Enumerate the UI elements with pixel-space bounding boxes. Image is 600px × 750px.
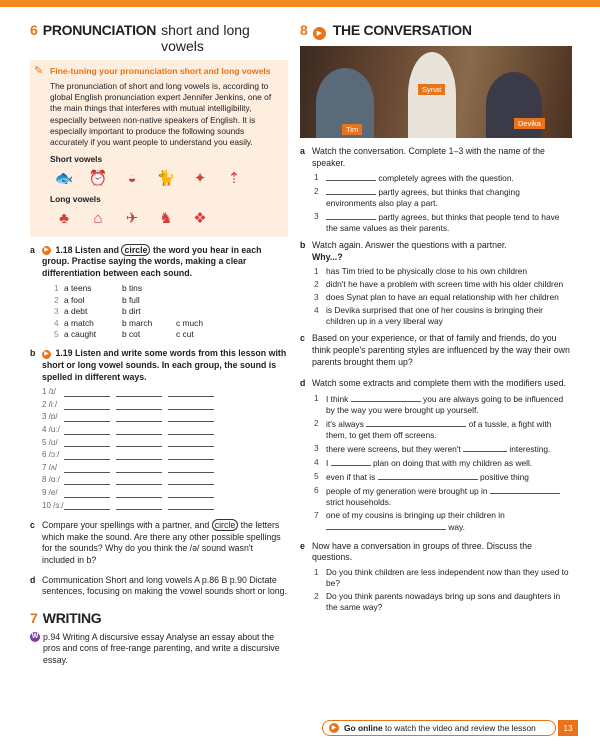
name-tag: Synat xyxy=(418,84,445,95)
person-synat xyxy=(408,52,456,138)
word-row: 1 a teens b tins xyxy=(54,283,143,294)
exercise-6b xyxy=(30,348,288,383)
instruction: Watch again. Answer the questions with a partner. xyxy=(312,240,507,251)
instruction-pre: Compare your spellings with a partner, and xyxy=(42,520,210,531)
list-item: 3 does Synat plan to have an equal relationship with her children xyxy=(314,292,559,303)
exercise-6c xyxy=(30,520,288,566)
answer-blank[interactable] xyxy=(366,418,466,427)
blank-row[interactable]: 9 /e/ xyxy=(42,487,288,500)
word-row: 3 a debt b dirt xyxy=(54,306,141,317)
list-item: 3 partly agrees, but thinks that people tend to have the same values as their parents. xyxy=(314,211,560,234)
list-item: 2 it's always of a tussle, a fight with them, to get them off screens. xyxy=(314,417,552,440)
circle-word: circle xyxy=(212,519,239,531)
name-tag: Tim xyxy=(342,124,362,135)
list-item: 7 one of my cousins is bringing up their children in way. xyxy=(314,509,505,532)
car-icon: ✈ xyxy=(125,210,139,228)
answer-blank[interactable] xyxy=(326,172,376,181)
exercise-6a xyxy=(30,245,288,341)
bird-icon: ❖ xyxy=(193,210,207,228)
instruction: Based on your experience, or that of family and friends, do you think people's parenting styles are influenced by the way their own parents brought them up? xyxy=(312,333,570,367)
list-item: 5 even if that is positive thing xyxy=(314,470,529,482)
writing-icon: W xyxy=(31,632,39,640)
section-number: 6 xyxy=(30,22,38,38)
answer-blank[interactable] xyxy=(378,471,478,480)
audio-track: 1.18 xyxy=(55,244,73,255)
list-item: 1 I think you are always going to be influenced by the way you were brought up yourself. xyxy=(314,392,564,415)
clock-icon: ⏰ xyxy=(88,169,108,187)
blank-row[interactable]: 4 /uː/ xyxy=(42,424,288,437)
exercise-8d xyxy=(300,378,572,390)
long-vowels-label: Long vowels xyxy=(50,194,101,205)
exercise-6d xyxy=(30,575,288,598)
top-accent-bar xyxy=(0,0,600,7)
tip-body: The pronunciation of short and long vowels is, according to global English pronunciation expert Jennifer Jenkins, one of the main things that interferes with mutual intelligibility, especially between non-native speakers of English. It is especially important to produce the following sounds accurately if you want people to understand you easily. xyxy=(50,81,272,148)
exercise-8b xyxy=(300,240,572,263)
audio-icon[interactable]: ▶ xyxy=(42,246,51,255)
boot-icon: ⌂ xyxy=(93,210,103,228)
arrow-icon: ⇡ xyxy=(227,169,241,187)
word-row: 2 a fool b full xyxy=(54,294,140,305)
blank-lines xyxy=(42,386,288,512)
exercise-letter: c xyxy=(30,520,35,531)
answer-blank[interactable] xyxy=(331,457,371,466)
play-video-icon[interactable]: ▶ xyxy=(313,27,326,40)
horse-icon: ♞ xyxy=(159,210,173,228)
instruction-post: the letters which make the sound. Are there any other possible spellings for the sounds? Why do you think the /ə/ sound wasn't included in b? xyxy=(42,520,281,565)
exercise-letter: b xyxy=(300,240,306,251)
list-item: 2 didn't he have a problem with screen time with his older children xyxy=(314,279,564,290)
tip-title: Fine-tuning your pronunciation short and long vowels xyxy=(50,66,271,76)
short-vowel-icons xyxy=(54,168,280,188)
exercise-8c xyxy=(300,333,572,368)
answer-blank[interactable] xyxy=(326,211,376,220)
go-online-label: Go online xyxy=(344,723,383,733)
blank-row[interactable]: 10 /ɜː/ xyxy=(42,500,288,513)
exercise-letter: a xyxy=(300,146,305,156)
blank-row[interactable]: 6 /ɔː/ xyxy=(42,449,288,462)
section-7-header xyxy=(30,610,288,626)
word-row: 4 a match b march c much xyxy=(54,317,203,328)
extract-list xyxy=(314,393,572,533)
conversation-video-still[interactable] xyxy=(300,46,572,138)
blank-row[interactable]: 7 /ʌ/ xyxy=(42,462,288,475)
exercise-letter: b xyxy=(30,348,36,359)
list-item: 2 Do you think parents nowadays bring up sons and daughters in the same way? xyxy=(314,590,561,612)
instruction: Now have a conversation in groups of three. Discuss the questions. xyxy=(312,540,533,563)
instruction-post: the word you hear in each group. Practise saying the words, making a clear differentiation between each sound. xyxy=(42,244,262,278)
audio-icon[interactable]: ▶ xyxy=(42,350,51,359)
list-item: 1 Do you think children are less independent now than they used to be? xyxy=(314,566,569,588)
word-pairs xyxy=(54,283,288,340)
left-column xyxy=(30,22,288,667)
list-item: 1 has Tim tried to be physically close to his own children xyxy=(314,266,528,277)
blank-row[interactable]: 5 /ʊ/ xyxy=(42,437,288,450)
fish-icon: 🐟 xyxy=(54,169,74,187)
list-item: 4 is Devika surprised that one of her cousins is bringing their children up in a very liberal way xyxy=(314,305,543,327)
go-online-banner[interactable] xyxy=(322,720,556,736)
play-icon: ▶ xyxy=(329,723,339,733)
short-vowels-label: Short vowels xyxy=(50,154,103,165)
exercise-letter: c xyxy=(300,333,305,344)
pencil-icon: ✎ xyxy=(34,65,44,77)
answer-blank[interactable] xyxy=(490,485,560,494)
long-vowel-icons xyxy=(54,209,280,229)
answer-blank[interactable] xyxy=(326,186,376,195)
pronunciation-tip-box xyxy=(30,60,288,237)
speaker-list xyxy=(314,172,572,234)
blank-row[interactable]: 1 /ɪ/ xyxy=(42,386,288,399)
answer-blank[interactable] xyxy=(463,443,507,452)
blank-row[interactable]: 2 /iː/ xyxy=(42,399,288,412)
blank-row[interactable]: 3 /ɒ/ xyxy=(42,411,288,424)
instruction: Listen and write some words from this lesson with short or long vowel sounds. In each group, the sound is spelled in different ways. xyxy=(42,348,287,382)
cat-icon: 🐈 xyxy=(156,169,176,187)
section-subtitle: short and long vowels xyxy=(161,22,250,54)
list-item: 4 I plan on doing that with my children as well. xyxy=(314,456,533,468)
instruction: Watch the conversation. Complete 1–3 with the name of the speaker. xyxy=(312,146,545,168)
exercise-letter: a xyxy=(30,244,35,255)
exercise-8a xyxy=(300,146,572,169)
discussion-list xyxy=(314,567,572,613)
exercise-letter: d xyxy=(300,378,306,389)
page-number: 13 xyxy=(558,720,578,736)
instruction-pre: Listen and xyxy=(75,244,120,255)
exercise-letter: e xyxy=(300,540,305,551)
instruction: Watch some extracts and complete them with the modifiers used. xyxy=(312,378,566,389)
section-title: THE CONVERSATION xyxy=(332,22,472,38)
list-item: 3 there were screens, but they weren't interesting. xyxy=(314,442,551,454)
tree-icon: ♣ xyxy=(59,210,69,228)
question-list xyxy=(314,266,572,327)
word-row: 5 a caught b cot c cut xyxy=(54,329,194,340)
list-item: 2 partly agrees, but thinks that changing environments also play a part. xyxy=(314,186,520,209)
communication-text: Communication Short and long vowels A p.86 B p.90 Dictate sentences, focusing on making the vowel sounds short or long. xyxy=(42,574,287,597)
section-title: PRONUNCIATION xyxy=(42,22,157,38)
answer-blank[interactable] xyxy=(326,521,446,530)
blank-row[interactable]: 8 /ɑː/ xyxy=(42,474,288,487)
section-number: 7 xyxy=(30,609,38,626)
exercise-letter: d xyxy=(30,574,36,585)
why-label: Why...? xyxy=(312,251,343,262)
section-number: 8 xyxy=(300,22,308,38)
list-item: 6 people of my generation were brought up in strict households. xyxy=(314,485,572,508)
writing-text: p.94 Writing A discursive essay Analyse an essay about the pros and cons of free-range parenting, and write a discursive essay. xyxy=(43,631,280,665)
circle-word: circle xyxy=(121,244,150,256)
exercise-8e xyxy=(300,541,572,564)
section-8-header xyxy=(300,22,572,40)
section-6-header xyxy=(30,22,288,54)
go-online-text: to watch the video and review the lesson xyxy=(384,723,536,733)
duck-icon: ✦ xyxy=(193,169,207,187)
writing-task xyxy=(30,632,288,667)
answer-blank[interactable] xyxy=(351,393,421,402)
egg-icon: ◒ xyxy=(127,169,137,187)
audio-track: 1.19 xyxy=(55,348,73,359)
list-item: 1 completely agrees with the question. xyxy=(314,172,514,184)
section-title: WRITING xyxy=(42,609,102,626)
name-tag: Devika xyxy=(514,118,545,129)
right-column xyxy=(300,22,572,615)
